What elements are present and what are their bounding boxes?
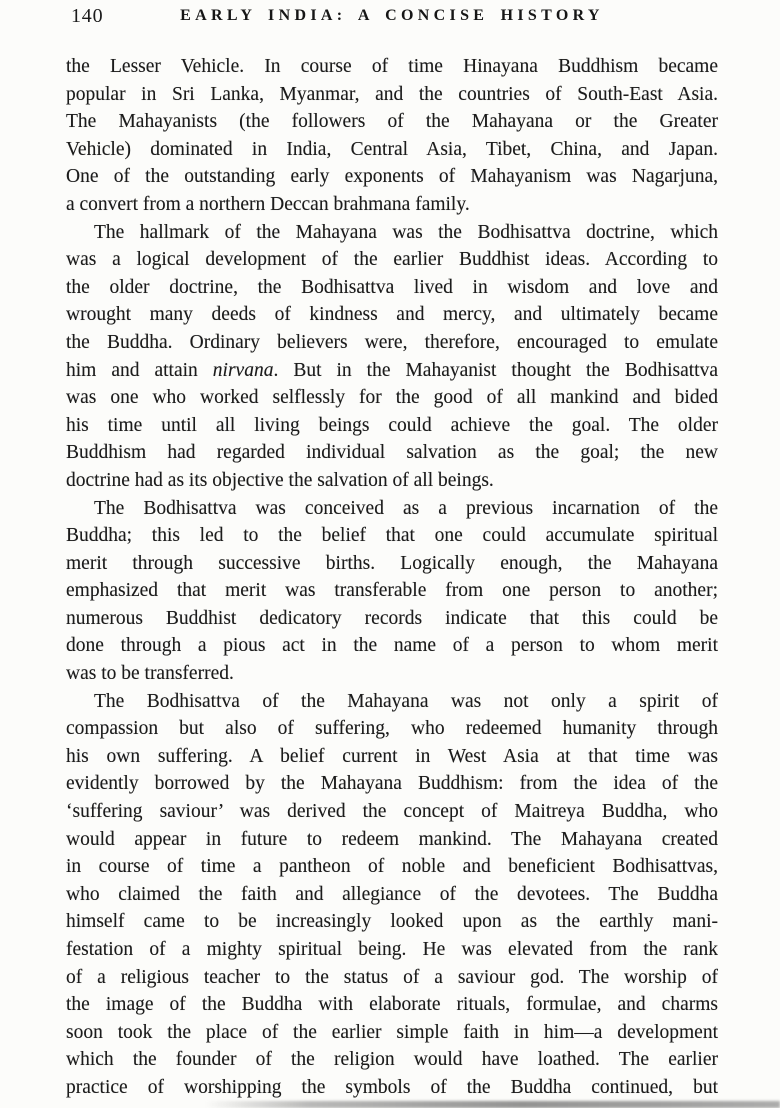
text-segment: Vehicle) dominated in India, Central Asia, Tibet, China, and Japan.: [66, 138, 718, 160]
text-segment: would appear in future to redeem mankind. The Mahayana created: [66, 828, 718, 850]
text-segment: done through a pious act in the name of a person to whom merit: [66, 635, 718, 657]
text-segment: practice of worshipping the symbols of the Buddha continued, but: [66, 1076, 718, 1098]
text-segment: a convert from a northern Deccan brahmana family.: [66, 193, 470, 215]
text-line: [66, 881, 718, 909]
text-line: [66, 191, 718, 219]
text-line: [66, 1046, 718, 1074]
text-segment: soon took the place of the earlier simple faith in him—a development: [66, 1021, 718, 1043]
text-line: [66, 522, 718, 550]
page-number: 140: [71, 5, 104, 27]
running-title: EARLY INDIA: A CONCISE HISTORY: [180, 7, 604, 24]
text-segment: the image of the Buddha with elaborate rituals, formulae, and charms: [66, 994, 718, 1016]
text-segment: Buddha; this led to the belief that one could accumulate spiritual: [66, 525, 718, 547]
text-line: [66, 384, 718, 412]
text-line: [66, 439, 718, 467]
text-line: [66, 1019, 718, 1047]
text-line: [66, 743, 718, 771]
text-line: [66, 826, 718, 854]
text-segment: himself came to be increasingly looked upon as the earthly mani-: [66, 911, 718, 933]
text-line: [66, 495, 718, 523]
text-segment: was one who worked selflessly for the good of all mankind and bided: [66, 387, 718, 409]
text-line: [66, 412, 718, 440]
text-segment: wrought many deeds of kindness and mercy, and ultimately became: [66, 304, 718, 326]
text-segment: which the founder of the religion would have loathed. The earlier: [66, 1049, 718, 1071]
text-line: [66, 301, 718, 329]
text-line: [66, 1074, 718, 1102]
text-segment: in course of time a pantheon of noble and beneficient Bodhisattvas,: [66, 856, 718, 878]
text-segment: evidently borrowed by the Mahayana Buddhism: from the idea of the: [66, 773, 718, 795]
text-segment: compassion but also of suffering, who redeemed humanity through: [66, 718, 718, 740]
text-line: [66, 467, 718, 495]
text-segment: the Lesser Vehicle. In course of time Hinayana Buddhism became: [66, 56, 718, 77]
text-line: [66, 163, 718, 191]
body-text: [66, 53, 718, 1102]
text-segment: who claimed the faith and allegiance of the devotees. The Buddha: [66, 883, 718, 905]
text-line: [66, 908, 718, 936]
page-header: [66, 5, 718, 29]
text-segment: festation of a mighty spiritual being. He was elevated from the rank: [66, 939, 718, 960]
text-line: [66, 605, 718, 633]
text-segment: The Bodhisattva of the Mahayana was not only a spirit of: [94, 690, 718, 712]
text-line: [66, 660, 718, 688]
text-line: [66, 274, 718, 302]
text-line: [66, 357, 718, 385]
text-line: [66, 108, 718, 136]
text-segment: Buddhism had regarded individual salvation as the goal; the new: [66, 442, 718, 464]
text-segment: was to be transferred.: [66, 663, 234, 685]
text-segment: him and attain: [66, 359, 213, 381]
text-line: [66, 136, 718, 164]
italic-text: nirvana: [212, 359, 274, 381]
text-segment: ‘suffering saviour’ was derived the concept of Maitreya Buddha, who: [66, 801, 718, 823]
text-segment: numerous Buddhist dedicatory records indicate that this could be: [66, 607, 718, 629]
text-line: [66, 964, 718, 992]
text-segment: emphasized that merit was transferable from one person to another;: [66, 580, 718, 602]
text-line: [66, 798, 718, 826]
text-line: [66, 246, 718, 274]
text-line: [66, 688, 718, 716]
text-line: [66, 991, 718, 1019]
text-segment: The Mahayanists (the followers of the Mahayana or the Greater: [66, 111, 718, 133]
text-line: [66, 219, 718, 247]
text-line: [66, 715, 718, 743]
text-segment: of a religious teacher to the status of a saviour god. The worship of: [66, 966, 718, 988]
text-segment: doctrine had as its objective the salvation of all beings.: [66, 469, 494, 491]
text-line: [66, 632, 718, 660]
text-line: [66, 329, 718, 357]
text-segment: The Bodhisattva was conceived as a previous incarnation of the: [94, 497, 718, 519]
text-line: [66, 550, 718, 578]
text-segment: merit through successive births. Logically enough, the Mahayana: [66, 552, 718, 574]
text-line: [66, 81, 718, 109]
text-segment: his own suffering. A belief current in West Asia at that time was: [66, 745, 718, 767]
scan-artifact-bottom: [205, 1101, 780, 1108]
text-segment: the older doctrine, the Bodhisattva lived in wisdom and love and: [66, 276, 718, 298]
text-segment: the Buddha. Ordinary believers were, therefore, encouraged to emulate: [66, 331, 718, 353]
text-line: [66, 770, 718, 798]
text-segment: was a logical development of the earlier Buddhist ideas. According to: [66, 249, 718, 271]
text-line: [66, 53, 718, 81]
text-segment: . But in the Mahayanist thought the Bodhisattva: [273, 359, 718, 381]
text-line: [66, 577, 718, 605]
text-segment: his time until all living beings could achieve the goal. The older: [66, 414, 718, 436]
text-line: [66, 936, 718, 964]
text-segment: popular in Sri Lanka, Myanmar, and the countries of South-East Asia.: [66, 83, 718, 105]
text-segment: One of the outstanding early exponents of Mahayanism was Nagarjuna,: [66, 166, 718, 188]
text-line: [66, 853, 718, 881]
text-segment: The hallmark of the Mahayana was the Bodhisattva doctrine, which: [94, 221, 718, 243]
